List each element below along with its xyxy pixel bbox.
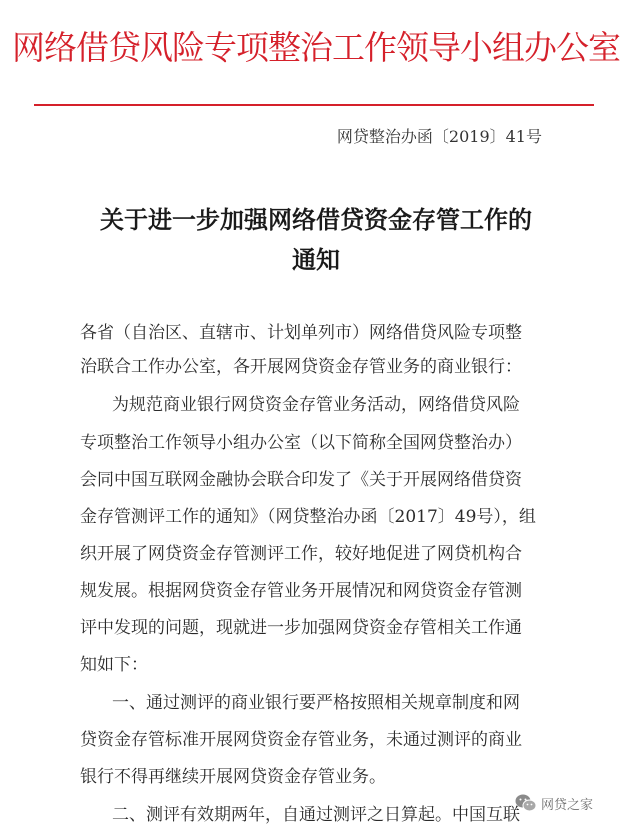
body-line: 银行不得再继续开展网贷资金存管业务。 [80, 767, 386, 787]
body-line: 评中发现的问题，现就进一步加强网贷资金存管相关工作通 [80, 618, 522, 638]
watermark-label: 网贷之家 [541, 797, 594, 813]
watermark [515, 793, 593, 813]
document-title [70, 200, 562, 280]
document-number: 网贷整治办函〔2019〕41号 [336, 127, 542, 146]
issuer-header: 网络借贷风险专项整治工作领导小组办公室 [12, 28, 620, 67]
body-line: 知如下： [80, 655, 148, 675]
body-line: 专项整治工作领导小组办公室（以下简称全国网贷整治办） [80, 433, 522, 453]
body-line: 织开展了网贷资金存管测评工作，较好地促进了网贷机构合 [80, 544, 522, 564]
body-line: 会同中国互联网金融协会联合印发了《关于开展网络借贷资 [80, 470, 522, 490]
body-line: 贷资金存管标准开展网贷资金存管业务，未通过测评的商业 [80, 730, 522, 750]
body-line: 为规范商业银行网贷资金存管业务活动，网络借贷风险 [112, 395, 520, 415]
title-line: 关于进一步加强网络借贷资金存管工作的 [100, 205, 532, 234]
body-line: 金存管测评工作的通知》（网贷整治办函〔2017〕49号），组 [80, 507, 536, 527]
body-line: 各省（自治区、直辖市、计划单列市）网络借贷风险专项整 [80, 323, 522, 343]
title-line: 通知 [292, 245, 340, 274]
body-line: 规发展。根据网贷资金存管业务开展情况和网贷资金存管测 [80, 581, 522, 601]
header-divider [34, 104, 594, 106]
wechat-logo-icon [515, 793, 537, 813]
body-line: 治联合工作办公室，各开展网贷资金存管业务的商业银行： [80, 357, 522, 377]
body-line: 二、测评有效期两年，自通过测评之日算起。中国互联 [112, 805, 520, 825]
body-line: 一、通过测评的商业银行要严格按照相关规章制度和网 [112, 693, 520, 713]
